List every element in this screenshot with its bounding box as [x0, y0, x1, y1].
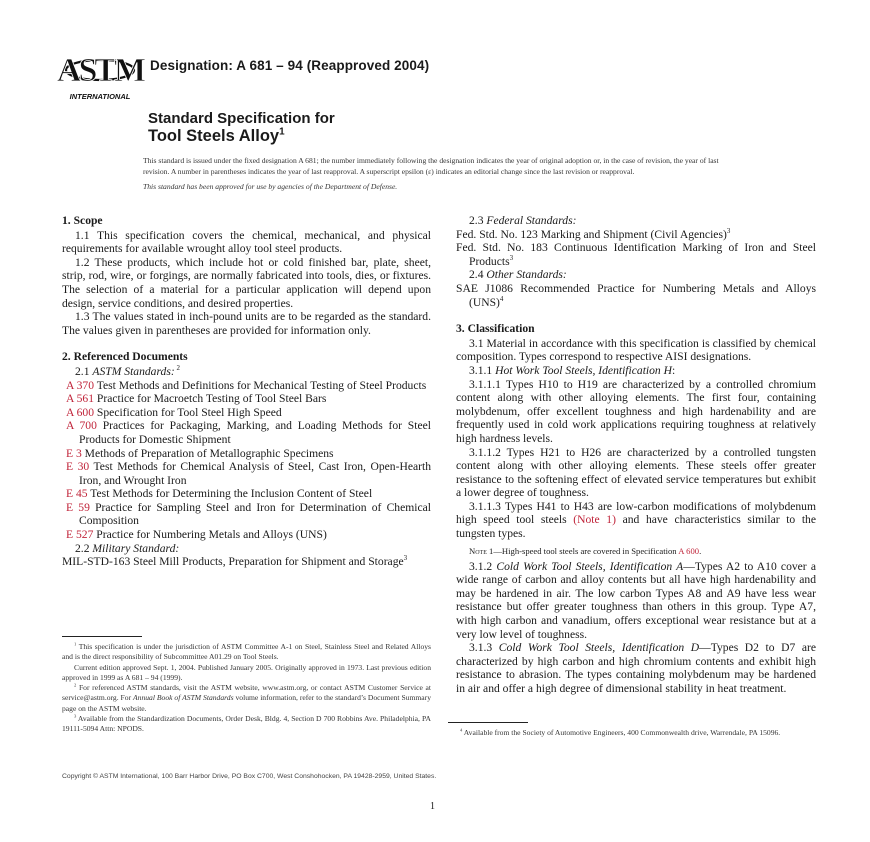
subsection-number: 3.1.1 [469, 363, 496, 377]
paragraph-1-3: 1.3 The values stated in inch-pound units are to be regarded as the standard. The values given in parentheses are provided for information only. [62, 310, 431, 337]
page-number: 1 [430, 801, 435, 812]
document-title [148, 110, 335, 146]
astm-logo-icon [56, 44, 144, 102]
issuance-statement [143, 156, 733, 193]
footnote-1-edition: Current edition approved Sept. 1, 2004. Published January 2005. Originally approved in 1973. Last previous edition approved in 1999 as A 681 – 94 (1999). [62, 662, 431, 682]
footnote-ref[interactable]: 2 [174, 364, 180, 373]
paragraph-1-1: 1.1 This specification covers the chemical, mechanical, and physical requirements for available wrought alloy tool steel products. [62, 228, 431, 256]
footnote-ref[interactable]: 3 [726, 226, 731, 235]
reference-title: Fed. Std. No. 123 Marking and Shipment (Civil Agencies) [456, 227, 727, 241]
paragraph-3-1-1 [456, 364, 816, 378]
reference-link[interactable]: E 527 [66, 528, 94, 542]
footnote-2 [62, 683, 431, 714]
reference-title: Practices for Packaging, Marking, and Loading Methods for Steel Products for Domestic Shipment [79, 419, 431, 446]
subsection-label: Cold Work Tool Steels, Identification D [498, 641, 700, 655]
reference-link[interactable]: E 3 [66, 446, 82, 460]
subsection-number: 2.4 [469, 268, 487, 282]
reference-item [66, 379, 431, 393]
paragraph-3-1-2 [456, 560, 816, 642]
subsection-number: 3.1.2 [469, 559, 497, 573]
punctuation: . [699, 545, 702, 556]
section-heading-scope: 1. Scope [62, 214, 103, 227]
note-text: —High-speed tool steels are covered in Specification [493, 545, 679, 556]
footnotes-left [62, 642, 431, 735]
paragraph-1-2: 1.2 These products, which include hot or cold finished bar, plate, sheet, strip, rod, wire, or forgings, are normally fabricated into tools, dies, or fixtures. The selection of a material for a particular application will depend upon design, service conditions, and desired properties. [62, 255, 431, 310]
subsection-other-standards [456, 268, 816, 282]
reference-item [66, 406, 431, 420]
left-column [62, 214, 431, 569]
reference-item [66, 392, 431, 406]
reference-title: Practice for Sampling Steel and Iron for Determination of Chemical Composition [79, 500, 432, 528]
section-heading-referenced-documents: 2. Referenced Documents [62, 350, 188, 364]
footnote-3 [62, 714, 431, 735]
reference-item [456, 282, 816, 309]
footnote-1 [62, 642, 431, 663]
paragraph-3-1-3 [456, 641, 816, 695]
footnote-divider [62, 636, 142, 637]
reference-link[interactable]: A 700 [66, 419, 97, 433]
subsection-label: Other Standards: [486, 268, 567, 282]
footnote-ref[interactable]: 3 [509, 253, 514, 262]
footnote-text: volume information, refer to the standard’s Document Summary page on the ASTM website. [62, 693, 431, 713]
subsection-label: ASTM Standards: [92, 364, 175, 378]
reference-item [456, 241, 816, 268]
paragraph-text: and have characteristics similar to the tungsten types. [456, 513, 816, 541]
subsection-federal-standards [456, 214, 816, 228]
footnotes-right [448, 728, 817, 738]
subsection-number: 3.1.3 [469, 641, 499, 655]
designation: Designation: A 681 – 94 (Reapproved 2004) [150, 58, 430, 73]
reference-title: Fed. Std. No. 183 Continuous Identification Marking of Iron and Steel Products [456, 241, 816, 268]
reference-title: MIL-STD-163 Steel Mill Products, Preparation for Shipment and Storage [62, 555, 404, 569]
paragraph-3-1-1-3 [456, 500, 816, 541]
note-label: Note 1 [469, 545, 494, 556]
footnote-text: This specification is under the jurisdiction of ASTM Committee A-1 on Steel, Stainless Steel and Related Alloys and is the direct responsibility of Subcommittee A01.29 on Tool Steels. [62, 642, 431, 662]
paragraph-3-1: 3.1 Material in accordance with this specification is classified by chemical composition. Types correspond to respective AISI designations. [456, 336, 816, 364]
reference-item [66, 447, 431, 461]
reference-title: Specification for Tool Steel High Speed [94, 405, 282, 419]
footnote-italic: Annual Book of ASTM Standards [133, 693, 234, 703]
title-line-1: Standard Specification for [148, 110, 335, 127]
a600-link[interactable]: A 600 [678, 545, 700, 556]
section-heading-classification: 3. Classification [456, 322, 535, 336]
subsection-label: Cold Work Tool Steels, Identification A [496, 559, 684, 573]
footnote-text: Available from the Standardization Documents, Order Desk, Bldg. 4, Section D 700 Robbins Ave. Philadelphia, PA 19111-5094 Attn: NPODS. [62, 714, 431, 734]
reference-item [66, 487, 431, 501]
reference-link[interactable]: A 561 [66, 392, 95, 406]
reference-item [66, 419, 431, 446]
reference-item [62, 555, 431, 569]
footnote-number: 3 [74, 713, 77, 719]
paragraph-3-1-1-2: 3.1.1.2 Types H21 to H26 are characterized by a controlled tungsten content along with other alloying elements. These steels offer greater resistance to the softening effect of elevated service temperatures but exhibit a lower degree of toughness. [456, 445, 816, 500]
title-footnote-ref[interactable]: 1 [279, 126, 285, 138]
reference-title: Test Methods and Definitions for Mechanical Testing of Steel Products [94, 378, 427, 392]
title-text: Tool Steels Alloy [148, 127, 280, 145]
subsection-astm-standards [62, 365, 431, 379]
subsection-label: Hot Work Tool Steels, Identification H [495, 363, 672, 377]
logo-mark: ASTM [56, 52, 144, 89]
footnote-number: 1 [74, 641, 77, 647]
paragraph-text: 3.1.1.3 Types H41 to H43 are low-carbon modifications of molybdenum high speed tool steels [456, 499, 816, 527]
reference-link[interactable]: E 59 [66, 500, 90, 514]
reference-title: Practice for Numbering Metals and Alloys (UNS) [93, 528, 327, 542]
subsection-number: 2.1 [75, 364, 93, 378]
reference-item [456, 228, 816, 242]
reference-item [66, 501, 431, 528]
astm-reference-list [62, 379, 431, 542]
footnote-ref[interactable]: 3 [403, 554, 408, 563]
footnote-ref[interactable]: 4 [499, 294, 504, 303]
reference-title: SAE J1086 Recommended Practice for Numbering Metals and Alloys (UNS) [456, 281, 816, 309]
reference-link[interactable]: A 370 [66, 378, 95, 392]
dod-approval-note: This standard has been approved for use by agencies of the Department of Defense. [143, 182, 398, 191]
logo-subtitle: INTERNATIONAL [69, 92, 131, 101]
footnote-text: For referenced ASTM standards, visit the ASTM website, www.astm.org, or contact ASTM Customer Service at service@astm.org. For [62, 683, 431, 703]
footnote-4 [448, 728, 817, 738]
subsection-number: 2.3 [469, 214, 487, 227]
footnote-divider [448, 722, 528, 723]
footnote-number: 4 [460, 727, 463, 733]
reference-link[interactable]: E 30 [66, 460, 90, 474]
footnote-text: Available from the Society of Automotive Engineers, 400 Commonwealth drive, Warrendale, PA 15096. [462, 728, 781, 737]
right-column [456, 214, 816, 696]
paragraph-text: —Types A2 to A10 cover a wide range of carbon and alloy contents but all have high hardenability and may be hardened in air. The low carbon Types A8 and A9 have less wear resistance but offer greater toughness than others in this group. Type A7, with high carbon and vanadium, offers exceptional wear resistance but at a very low level of toughness. [456, 559, 816, 641]
subsection-military-standard [62, 542, 431, 556]
paragraph-text: —Types D2 to D7 are characterized by high carbon and high chromium contents and exhibit high resistance to abrasion. The types containing molybdenum may be hardened in air and offer a high degree of dimensional stability in heat treatment. [456, 641, 816, 695]
note-1-link[interactable]: (Note 1) [573, 513, 616, 527]
punctuation: : [672, 363, 676, 377]
reference-link[interactable]: A 600 [66, 405, 95, 419]
reference-title: Methods of Preparation of Metallographic Specimens [81, 446, 334, 460]
subsection-label: Federal Standards: [486, 214, 577, 227]
issuance-text: This standard is issued under the fixed designation A 681; the number immediately following the designation indicates the year of original adoption or, in the case of revision, the year of last revision. A number in parentheses indicates the year of last reapproval. A superscript epsilon (ε) indicates an editorial change since the last revision or reapproval. [143, 156, 719, 176]
note-1 [456, 545, 816, 557]
title-line-2 [148, 127, 335, 146]
subsection-label: Military Standard: [92, 541, 180, 555]
subsection-number: 2.2 [75, 541, 93, 555]
footnote-number: 2 [74, 682, 77, 688]
reference-title: Test Methods for Determining the Inclusion Content of Steel [87, 487, 373, 501]
reference-title: Test Methods for Chemical Analysis of Steel, Cast Iron, Open-Hearth Iron, and Wrought Iron [79, 460, 432, 487]
reference-item [66, 460, 431, 487]
reference-item [66, 528, 431, 542]
reference-title: Practice for Macroetch Testing of Tool Steel Bars [94, 392, 327, 406]
reference-link[interactable]: E 45 [66, 487, 88, 501]
copyright-notice: Copyright © ASTM International, 100 Barr Harbor Drive, PO Box C700, West Conshohocken, PA 19428-2959, United States. [62, 773, 437, 780]
paragraph-3-1-1-1: 3.1.1.1 Types H10 to H19 are characterized by a controlled chromium content along with other alloying elements. The first four, containing molybdenum, offer excellent toughness and high hardenability and are frequently used in cold work applications requiring toughness at relatively high hardness levels. [456, 377, 816, 445]
